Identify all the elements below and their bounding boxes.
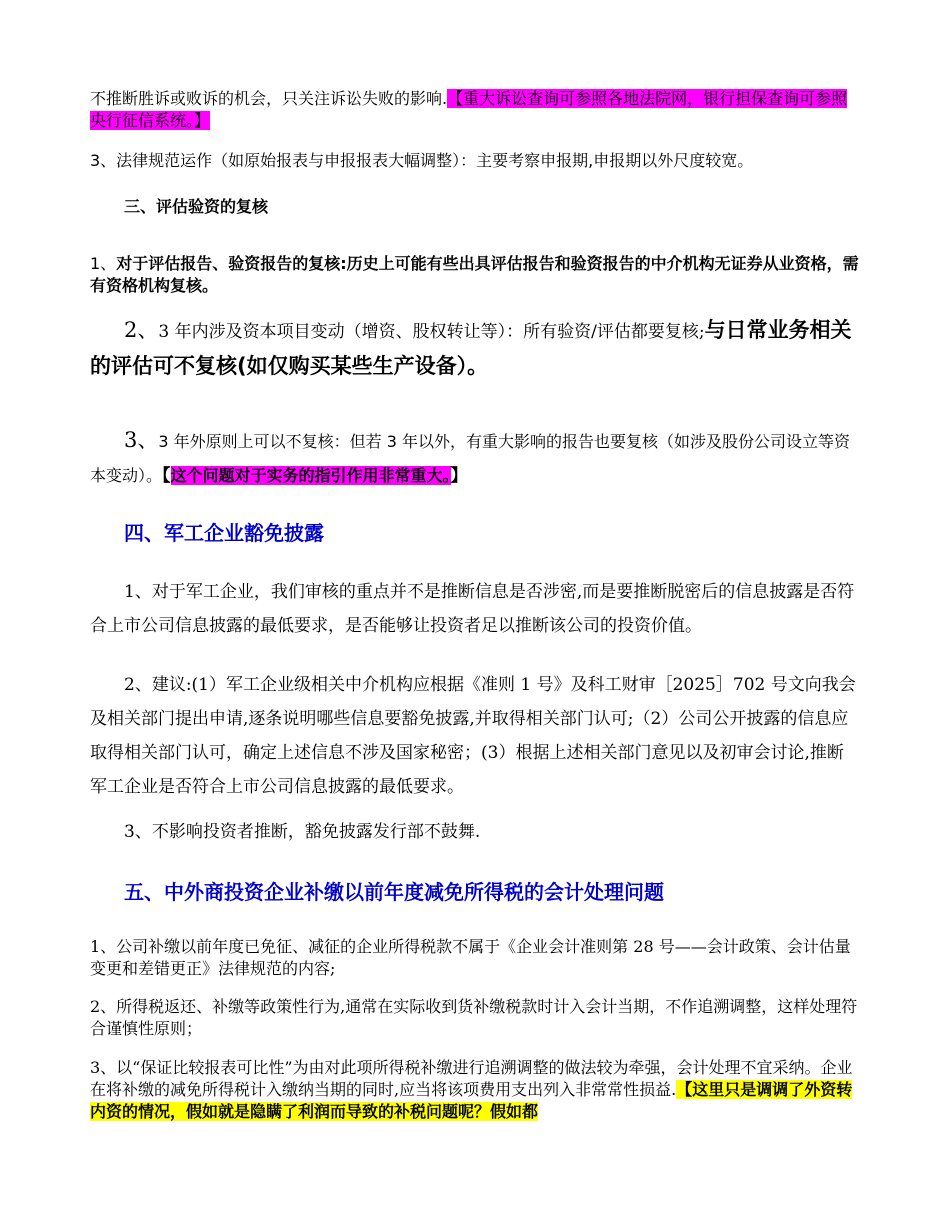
review-3-highlight: 这个问题对于实务的指引作用非常重大。: [170, 466, 451, 485]
review-2-emphasis: 与日常业务相关的评估可不复核(如仅购买某些生产设备）。: [90, 318, 852, 378]
tax-3-highlight: 【这里只是调调了外资转内资的情况，假如就是隐瞒了利润而导致的补税问题呢？假如都: [90, 1080, 853, 1121]
paragraph-litigation: [90, 88, 860, 132]
review-2-text: 3 年内涉及资本项目变动（增资、股权转让等）：所有验资/评估都要复核;: [158, 322, 705, 342]
paragraph-tax-1: 1、公司补缴以前年度已免征、减征的企业所得税款不属于《企业会计准则第 28 号——会计政策、会计估量变更和差错更正》法律规范的内容;: [90, 937, 851, 978]
heading-section-3: 三、评估验资的复核: [124, 197, 269, 216]
paragraph-tax-2: 2、所得税返还、补缴等政策性行为,通常在实际收到货补缴税款时计入会计当期，不作追溯调整，这样处理符合谨慎性原则；: [90, 997, 858, 1038]
review-2-number: 2、: [124, 318, 159, 342]
heading-section-4: 四、军工企业豁免披露: [124, 521, 324, 545]
review-1-number: 1、: [90, 254, 117, 273]
review-1-text: 对于评估报告、验资报告的复核:历史上可能有些出具评估报告和验资报告的中介机构无证券从业资格，需有资格机构复核。: [90, 254, 859, 295]
litigation-highlight: 【重大诉讼查询可参照各地法院网，银行担保查询可参照央行征信系统。】: [90, 89, 848, 130]
review-3-open-bracket: 【: [162, 466, 171, 486]
paragraph-review-2: [90, 313, 860, 385]
review-3-text: 3 年外原则上可以不复核：但若 3 年以外，有重大影响的报告也要复核（如涉及股份公司设立等资本变动）。: [90, 432, 850, 485]
litigation-text: 不推断胜诉或败诉的机会，只关注诉讼失败的影响.: [90, 89, 448, 108]
paragraph-tax-3: [90, 1057, 860, 1123]
review-3-number: 3、: [124, 428, 159, 452]
heading-section-5: 五、中外商投资企业补缴以前年度减免所得税的会计处理问题: [124, 880, 664, 904]
tax-3-text: 3、以“保证比较报表可比性”为由对此项所得税补缴进行追溯调整的做法较为牵强，会计处理不宜采纳。企业在将补缴的减免所得税计入缴纳当期的同时,应当将该项费用支出列入非常常性损益.: [90, 1058, 853, 1099]
review-3-close-bracket: 】: [450, 466, 468, 486]
paragraph-review-3: [90, 423, 860, 493]
paragraph-military-3: 3、不影响投资者推断，豁免披露发行部不鼓舞.: [124, 822, 481, 842]
paragraph-review-1: [90, 253, 860, 297]
paragraph-military-2: 2、建议:(1）军工企业级相关中介机构应根据《准则 1 号》及科工财审［2025］702 号文向我会及相关部门提出申请,逐条说明哪些信息要豁免披露,并取得相关部门认可;（2）公司公开披露的信息应取得相关部门认可，确定上述信息不涉及国家秘密；(3）根据上述相关部门意见以及初审会讨论,推断军工企业是否符合上市公司信息披露的最低要求。: [90, 675, 856, 797]
paragraph-legal-compliance: 3、法律规范运作（如原始报表与申报报表大幅调整）：主要考察申报期,申报期以外尺度较宽。: [90, 151, 754, 170]
paragraph-military-1: 1、对于军工企业，我们审核的重点并不是推断信息是否涉密,而是要推断脱密后的信息披露是否符合上市公司信息披露的最低要求，是否能够让投资者足以推断该公司的投资价值。: [90, 582, 855, 636]
